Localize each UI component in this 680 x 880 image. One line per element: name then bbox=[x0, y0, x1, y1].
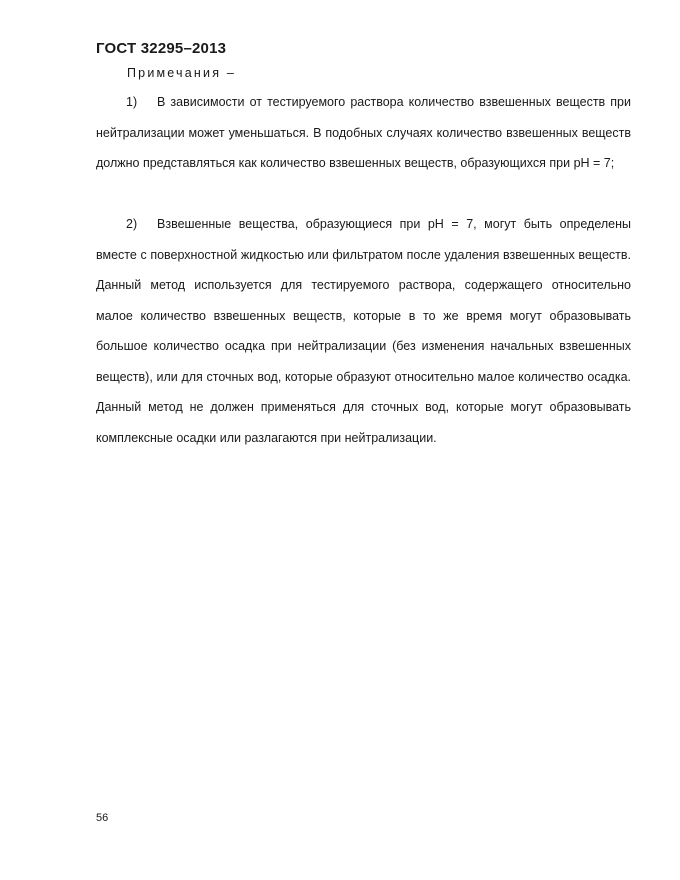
page-number: 56 bbox=[96, 812, 109, 824]
note-item bbox=[96, 87, 631, 179]
notes-heading: Примечания – bbox=[127, 66, 236, 80]
note-text: Взвешенные вещества, образующиеся при рН = 7, могут быть определены вместе с поверхностной жидкостью или фильтратом после удаления взвешенных веществ. Данный метод используется для тестируемого раствора, содержащего относительно малое количество взвешенных веществ, которые в то же время могут образовывать большое количество осадка при нейтрализации (без изменения начальных взвешенных веществ), или для сточных вод, которые образуют относительно малое количество осадка. Данный метод не должен применяться для сточных вод, которые могут образовывать комплексные осадки или разлагаются при нейтрализации. bbox=[96, 217, 631, 445]
note-text: В зависимости от тестируемого раствора количество взвешенных веществ при нейтрализации может уменьшаться. В подобных случаях количество взвешенных веществ должно представляться как количество взвешенных веществ, образующихся при рН = 7; bbox=[96, 95, 631, 170]
note-number: 1) bbox=[126, 95, 138, 109]
note-item bbox=[96, 209, 631, 453]
note-number: 2) bbox=[126, 217, 138, 231]
standard-header: ГОСТ 32295–2013 bbox=[96, 40, 227, 57]
